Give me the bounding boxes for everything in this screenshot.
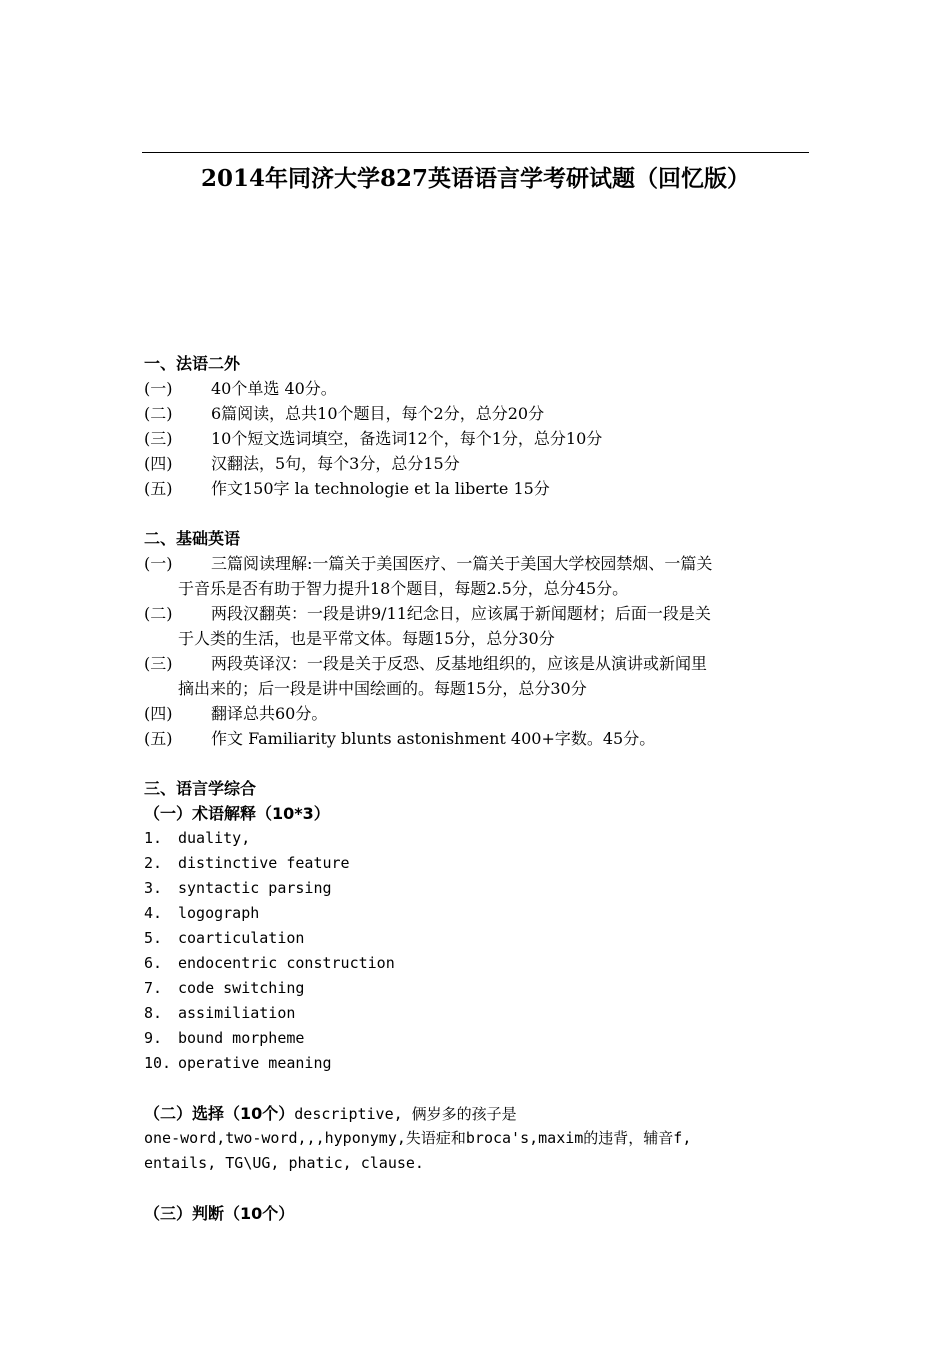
item-text: 作文150字 la technologie et la liberte 15分 — [211, 479, 550, 498]
document-title: 2014年同济大学827英语语言学考研试题（回忆版） — [200, 165, 751, 192]
choice-text: entails, TG\UG, phatic, clause. — [144, 1154, 424, 1172]
choice-paragraph-line — [144, 1101, 816, 1126]
term-number: 3. — [144, 879, 163, 897]
item-text: 翻译总共60分。 — [211, 704, 328, 723]
item-number: (四) — [144, 454, 173, 473]
item-number: (五) — [144, 729, 173, 748]
term-number: 6. — [144, 954, 163, 972]
item-number: (四) — [144, 704, 173, 723]
section-heading-french: 一、法语二外 — [144, 354, 241, 373]
item-text: 6篇阅读，总共10个题目，每个2分，总分20分 — [211, 404, 545, 423]
term-text: logograph — [178, 904, 260, 922]
subsection-heading-judge: （三）判断（10个） — [144, 1204, 295, 1223]
item-text: 三篇阅读理解:一篇关于美国医疗、一篇关于美国大学校园禁烟、一篇关 — [211, 554, 713, 573]
section-heading-linguistics: 三、语言学综合 — [144, 779, 257, 798]
list-item — [144, 551, 816, 576]
item-text: 40个单选 40分。 — [211, 379, 337, 398]
term-number: 1. — [144, 829, 163, 847]
item-text: 两段汉翻英：一段是讲9/11纪念日，应该属于新闻题材；后面一段是关 — [211, 604, 711, 623]
item-number: (一) — [144, 379, 173, 398]
choice-text: one-word,two-word,,,hyponymy,失语症和broca's,maxim的违背，辅音f, — [144, 1129, 692, 1147]
item-text: 两段英译汉：一段是关于反恐、反基地组织的，应该是从演讲或新闻里 — [211, 654, 708, 673]
list-item — [144, 376, 816, 401]
term-number: 8. — [144, 1004, 163, 1022]
list-item — [144, 976, 816, 1001]
list-item — [144, 951, 816, 976]
list-item — [144, 726, 816, 751]
list-item — [144, 926, 816, 951]
list-item — [144, 901, 816, 926]
term-text: syntactic parsing — [178, 879, 332, 897]
list-item — [144, 451, 816, 476]
list-item — [144, 601, 816, 626]
term-text: operative meaning — [178, 1054, 332, 1072]
list-item — [144, 651, 816, 676]
subsection-heading-choice: （二）选择（10个） — [144, 1104, 295, 1123]
term-text: assimiliation — [178, 1004, 296, 1022]
item-text: 汉翻法，5句，每个3分，总分15分 — [211, 454, 460, 473]
item-text: 10个短文选词填空，备选词12个，每个1分，总分10分 — [211, 429, 603, 448]
list-item — [144, 826, 816, 851]
item-text: 作文 Familiarity blunts astonishment 400+字数。45分。 — [211, 729, 656, 748]
item-text-continued: 摘出来的；后一段是讲中国绘画的。每题15分，总分30分 — [178, 679, 587, 698]
list-item — [144, 876, 816, 901]
term-text: bound morpheme — [178, 1029, 305, 1047]
list-item — [144, 401, 816, 426]
list-item — [144, 1026, 816, 1051]
choice-text: descriptive, 俩岁多的孩子是 — [294, 1105, 517, 1123]
item-number: (二) — [144, 404, 173, 423]
document-body — [144, 351, 816, 1226]
list-item — [144, 851, 816, 876]
header-rule — [142, 152, 809, 153]
term-number: 5. — [144, 929, 163, 947]
list-item — [144, 1001, 816, 1026]
list-item — [144, 1051, 816, 1076]
item-number: (二) — [144, 604, 173, 623]
term-text: endocentric construction — [178, 954, 395, 972]
item-number: (三) — [144, 429, 173, 448]
list-item — [144, 476, 816, 501]
term-text: distinctive feature — [178, 854, 350, 872]
term-number: 9. — [144, 1029, 163, 1047]
subsection-heading-terms: （一）术语解释（10*3） — [144, 804, 330, 823]
term-text: code switching — [178, 979, 305, 997]
item-number: (一) — [144, 554, 173, 573]
term-text: duality, — [178, 829, 251, 847]
term-number: 10. — [144, 1054, 172, 1072]
term-number: 7. — [144, 979, 163, 997]
term-text: coarticulation — [178, 929, 305, 947]
list-item — [144, 701, 816, 726]
term-number: 2. — [144, 854, 163, 872]
item-number: (五) — [144, 479, 173, 498]
item-text-continued: 于人类的生活，也是平常文体。每题15分，总分30分 — [178, 629, 555, 648]
list-item — [144, 426, 816, 451]
item-number: (三) — [144, 654, 173, 673]
item-text-continued: 于音乐是否有助于智力提升18个题目，每题2.5分，总分45分。 — [178, 579, 629, 598]
term-number: 4. — [144, 904, 163, 922]
terms-list — [144, 826, 816, 1076]
section-heading-english: 二、基础英语 — [144, 529, 241, 548]
